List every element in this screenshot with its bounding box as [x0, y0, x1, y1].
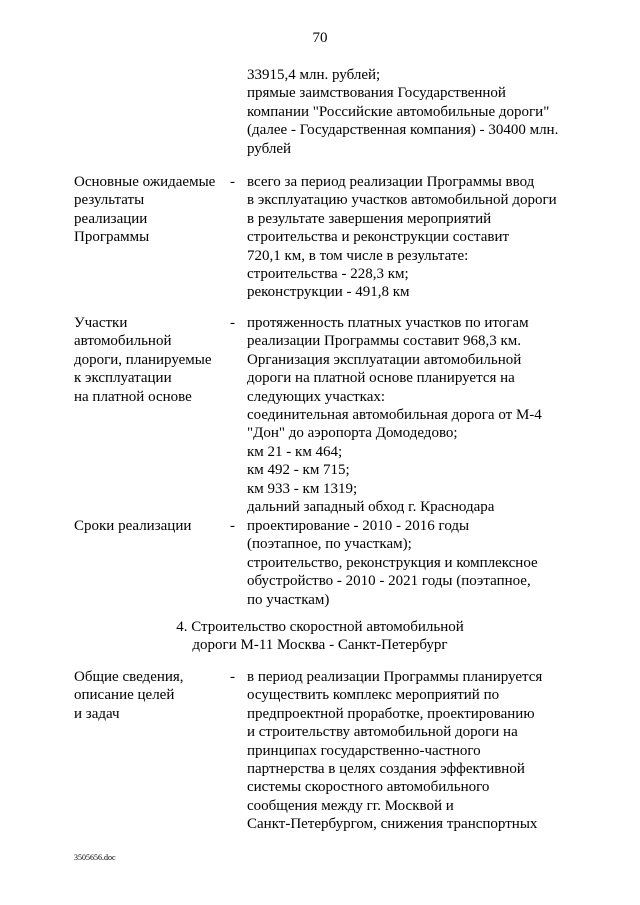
dash: -: [230, 518, 235, 534]
label-line: Основные ожидаемые: [74, 174, 216, 190]
label-line: автомобильной: [74, 333, 172, 350]
value-line: предпроектной проработке, проектированию: [247, 705, 535, 722]
value-line: строительства - 228,3 км;: [247, 266, 409, 283]
label-line: к эксплуатации: [74, 370, 172, 387]
value-line: обустройство - 2010 - 2021 годы (поэтапное,: [247, 573, 531, 590]
label-line: дороги, планируемые: [74, 351, 212, 368]
value-line: Санкт-Петербургом, снижения транспортных: [247, 816, 538, 833]
label-line: описание целей: [74, 687, 175, 704]
value-line: дороги на платной основе планируется на: [247, 370, 515, 387]
value-line: партнерства в целях создания эффективной: [247, 761, 525, 778]
value-line: 720,1 км, в том числе в результате:: [247, 247, 469, 264]
text-line: (далее - Государственная компания) - 30400 млн.: [247, 122, 559, 139]
dash: -: [230, 174, 235, 190]
value-line: сообщения между гг. Москвой и: [247, 797, 454, 814]
text-line: рублей: [247, 140, 292, 157]
dash: -: [230, 669, 235, 685]
footer-filename: 3505656.doc: [74, 853, 116, 862]
label-line: Участки: [74, 315, 128, 331]
budget-continuation: [247, 66, 577, 158]
row-value: [247, 314, 577, 516]
label-line: Общие сведения,: [74, 669, 184, 685]
value-line: и строительству автомобильной дороги на: [247, 724, 518, 741]
heading-line: 4. Строительство скоростной автомобильной: [176, 619, 464, 635]
row-label: [74, 668, 234, 723]
row-value: [247, 668, 577, 834]
value-line: по участкам): [247, 591, 330, 608]
label-line: и задач: [74, 705, 120, 722]
value-line: принципах государственно-частного: [247, 742, 481, 759]
row-label: [74, 314, 234, 406]
row-value: [247, 517, 577, 609]
row-label: [74, 517, 234, 535]
text-line: 33915,4 млн. рублей;: [247, 67, 381, 83]
value-line: км 21 - км 464;: [247, 443, 343, 460]
value-line: в период реализации Программы планируется: [247, 669, 543, 685]
heading-line: дороги М-11 Москва - Санкт-Петербург: [192, 637, 448, 654]
value-line: км 492 - км 715;: [247, 462, 350, 479]
page-number: 70: [312, 30, 328, 46]
value-line: Организация эксплуатации автомобильной: [247, 351, 522, 368]
text-line: компании "Российские автомобильные дороги": [247, 103, 550, 120]
value-line: дальний западный обход г. Краснодара: [247, 499, 495, 516]
value-line: в результате завершения мероприятий: [247, 210, 492, 227]
value-line: системы скоростного автомобильного: [247, 779, 490, 796]
value-line: км 933 - км 1319;: [247, 480, 358, 497]
value-line: реализации Программы составит 968,3 км.: [247, 333, 522, 350]
value-line: проектирование - 2010 - 2016 годы: [247, 518, 470, 534]
value-line: протяженность платных участков по итогам: [247, 315, 529, 331]
value-line: всего за период реализации Программы ввод: [247, 174, 535, 190]
value-line: "Дон" до аэропорта Домодедово;: [247, 425, 458, 442]
dash: -: [230, 315, 235, 331]
label-line: реализации: [74, 210, 148, 227]
row-value: [247, 173, 577, 302]
label-line: Программы: [74, 229, 150, 246]
value-line: реконструкции - 491,8 км: [247, 284, 410, 301]
row-label: [74, 173, 234, 247]
value-line: следующих участках:: [247, 388, 386, 405]
label-line: Сроки реализации: [74, 518, 192, 534]
value-line: в эксплуатацию участков автомобильной дороги: [247, 192, 557, 209]
label-line: на платной основе: [74, 388, 192, 405]
value-line: строительства и реконструкции составит: [247, 229, 510, 246]
value-line: соединительная автомобильная дорога от М-4: [247, 407, 542, 424]
text-line: прямые заимствования Государственной: [247, 85, 506, 102]
value-line: (поэтапное, по участкам);: [247, 536, 412, 553]
section-heading: [0, 618, 640, 655]
value-line: осуществить комплекс мероприятий по: [247, 687, 500, 704]
label-line: результаты: [74, 192, 145, 209]
value-line: строительство, реконструкция и комплексное: [247, 554, 538, 571]
